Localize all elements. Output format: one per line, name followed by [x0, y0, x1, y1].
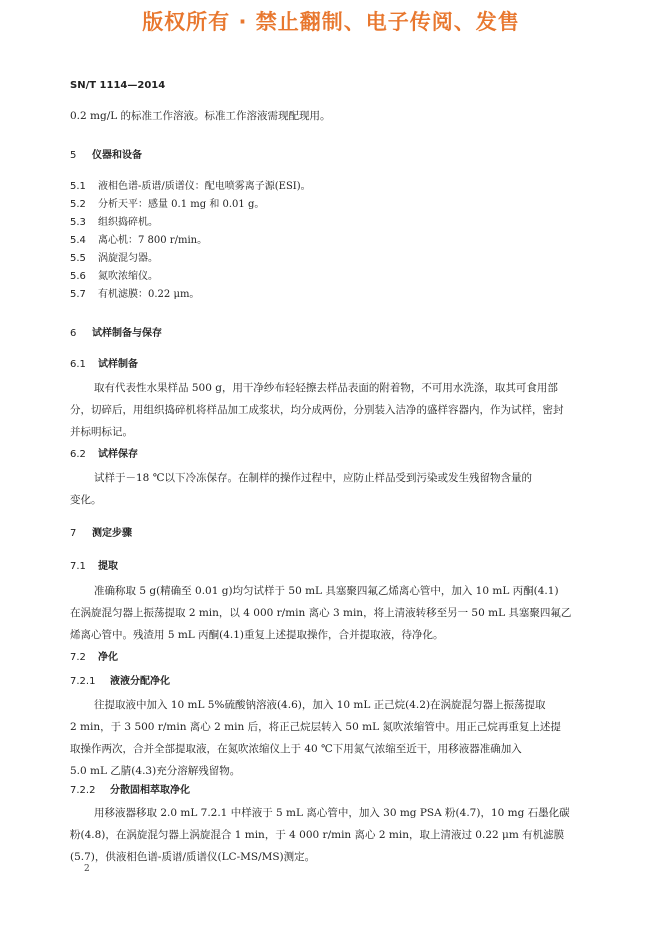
section-7-1-heading [70, 557, 582, 572]
list-item [70, 268, 582, 286]
section-number: 6 [70, 328, 77, 339]
section-number: 7.2.1 [70, 676, 96, 687]
paragraph-line: 取有代表性水果样品 500 g，用干净纱布轻轻擦去样品表面的附着物，不可用水洗涤，取其可食用部 [94, 382, 558, 394]
paragraph-line: 取操作两次，合并全部提取液，在氮吹浓缩仪上于 40 ℃下用氮气浓缩至近干，用移液器准确加入 [70, 743, 522, 755]
list-item [70, 286, 582, 304]
paragraph-line: 试样于－18 ℃以下冷冻保存。在制样的操作过程中，应防止样品受到污染或发生残留物含量的 [94, 472, 532, 484]
list-item [70, 214, 582, 232]
section-7-2-heading [70, 648, 582, 663]
section-number: 7 [70, 528, 77, 539]
section-7-2-2-heading [70, 781, 582, 796]
item-number: 5.2 [70, 199, 86, 210]
item-text: 氮吹浓缩仪。 [98, 271, 158, 282]
paragraph-line: 准确称取 5 g(精确至 0.01 g)均匀试样于 50 mL 具塞聚四氟乙烯离心管中，加入 10 mL 丙酮(4.1) [94, 585, 559, 597]
section-6-1-heading [70, 355, 582, 370]
copyright-banner: 版权所有 · 禁止翻制、电子传阅、发售 [142, 10, 520, 34]
section-title: 净化 [98, 652, 118, 663]
item-text: 涡旋混匀器。 [98, 253, 158, 264]
paragraph-line: (5.7)，供液相色谱-质谱/质谱仪(LC-MS/MS)测定。 [70, 851, 316, 863]
section-title: 提取 [98, 561, 118, 572]
paragraph-line: 在涡旋混匀器上振荡提取 2 min，以 4 000 r/min 离心 3 min，将上清液转移至另一 50 mL 具塞聚四氟乙 [70, 607, 572, 619]
paragraph-line: 分，切碎后，用组织捣碎机将样品加工成浆状，均分成两份，分别装入洁净的盛样容器内，作为试样，密封 [70, 404, 564, 416]
item-number: 5.7 [70, 289, 86, 300]
section-number: 5 [70, 150, 77, 161]
section-7-heading [70, 524, 582, 539]
item-text: 组织捣碎机。 [98, 217, 158, 228]
list-item [70, 250, 582, 268]
section-title: 试样保存 [98, 449, 138, 460]
paragraph-line: 并标明标记。 [70, 426, 133, 438]
instrument-list [70, 178, 582, 304]
section-7-2-1-body [70, 694, 582, 782]
section-number: 7.2.2 [70, 785, 96, 796]
section-title: 液液分配净化 [110, 676, 170, 687]
item-number: 5.1 [70, 181, 86, 192]
section-6-2-heading [70, 445, 582, 460]
standard-number: SN/T 1114—2014 [70, 80, 166, 91]
section-7-2-2-body [70, 802, 582, 868]
item-text: 离心机：7 800 r/min。 [98, 235, 208, 246]
section-number: 6.1 [70, 359, 86, 370]
item-number: 5.3 [70, 217, 86, 228]
section-number: 7.2 [70, 652, 86, 663]
page-number: 2 [84, 864, 90, 874]
section-title: 试样制备 [98, 359, 138, 370]
paragraph-line: 5.0 mL 乙腈(4.3)充分溶解残留物。 [70, 765, 241, 777]
paragraph-line: 烯离心管中。残渣用 5 mL 丙酮(4.1)重复上述提取操作，合并提取液，待净化。 [70, 629, 444, 641]
section-7-1-body [70, 580, 582, 646]
section-title: 仪器和设备 [92, 150, 142, 161]
paragraph-line: 粉(4.8)，在涡旋混匀器上涡旋混合 1 min，于 4 000 r/min 离心 2 min，取上清液过 0.22 μm 有机滤膜 [70, 829, 565, 841]
section-6-heading [70, 324, 582, 339]
section-6-1-body [70, 377, 582, 443]
section-7-2-1-heading [70, 672, 582, 687]
item-text: 有机滤膜：0.22 μm。 [98, 289, 200, 300]
paragraph-line: 往提取液中加入 10 mL 5%硫酸钠溶液(4.6)，加入 10 mL 正己烷(4.2)在涡旋混匀器上振荡提取 [94, 699, 546, 711]
list-item [70, 196, 582, 214]
paragraph-line: 用移液器移取 2.0 mL 7.2.1 中样液于 5 mL 离心管中，加入 30 mg PSA 粉(4.7)，10 mg 石墨化碳 [94, 807, 570, 819]
section-number: 6.2 [70, 449, 86, 460]
item-text: 液相色谱-质谱/质谱仪：配电喷雾离子源(ESI)。 [98, 181, 311, 192]
section-title: 试样制备与保存 [92, 328, 162, 339]
section-title: 测定步骤 [92, 528, 132, 539]
item-number: 5.6 [70, 271, 86, 282]
section-number: 7.1 [70, 561, 86, 572]
paragraph-line: 变化。 [70, 494, 102, 506]
section-5-heading [70, 146, 582, 161]
paragraph-line: 2 min，于 3 500 r/min 离心 2 min 后，将正己烷层转入 50 mL 氮吹浓缩管中。用正己烷再重复上述提 [70, 721, 561, 733]
item-number: 5.4 [70, 235, 86, 246]
list-item [70, 178, 582, 196]
section-title: 分散固相萃取净化 [110, 785, 190, 796]
item-text: 分析天平：感量 0.1 mg 和 0.01 g。 [98, 199, 265, 210]
item-number: 5.5 [70, 253, 86, 264]
section-6-2-body [70, 467, 582, 511]
continuation-text: 0.2 mg/L 的标准工作溶液。标准工作溶液需现配现用。 [70, 110, 331, 122]
list-item [70, 232, 582, 250]
